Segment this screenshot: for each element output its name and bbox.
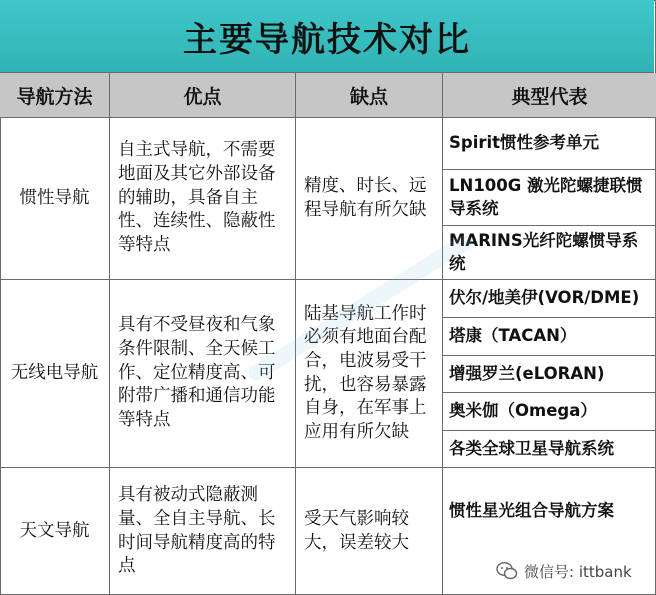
example-item: 塔康（TACAN） — [443, 318, 656, 356]
wechat-icon — [496, 561, 518, 581]
pros-text: 自主式导航，不需要地面及其它外部设备的辅助，具备自主性、连续性、隐蔽性等特点 — [118, 140, 276, 255]
example-item: 增强罗兰(eLORAN) — [443, 356, 656, 393]
cons-text: 受天气影响较大，误差较大 — [304, 508, 409, 553]
example-item: LN100G 激光陀螺捷联惯导系统 — [443, 170, 656, 226]
header-cons: 缺点 — [296, 73, 443, 118]
method-label: 惯性导航 — [19, 187, 90, 208]
pros-text: 具有不受昼夜和气象条件限制、全天候工作、定位精度高、可附带广播和通信功能等特点 — [118, 315, 276, 430]
table-title: 主要导航技术对比 — [0, 0, 654, 73]
example-item: Spirit惯性参考单元 — [443, 118, 656, 170]
table-row-cons — [296, 118, 443, 280]
wechat-watermark — [496, 556, 632, 586]
table-row-method — [0, 118, 110, 280]
header-method: 导航方法 — [0, 73, 110, 118]
table-row-method — [0, 468, 110, 595]
watermark-text: 微信号: ittbank — [524, 562, 632, 581]
method-label: 天文导航 — [19, 520, 90, 541]
header-pros: 优点 — [110, 73, 296, 118]
table-row-method — [0, 280, 110, 468]
method-label: 无线电导航 — [10, 362, 99, 383]
cons-text: 精度、时长、远程导航有所欠缺 — [304, 175, 427, 220]
example-item: 各类全球卫星导航系统 — [443, 431, 656, 468]
pros-text: 具有被动式隐蔽测量、全自主导航、长时间导航精度高的特点 — [118, 485, 276, 577]
example-item: 奥米伽（Omega） — [443, 393, 656, 431]
table-row-pros — [110, 468, 296, 595]
table-row-cons — [296, 468, 443, 595]
example-item: 伏尔/地美伊(VOR/DME) — [443, 280, 656, 318]
example-item: MARINS光纤陀螺惯导系统 — [443, 226, 656, 280]
cons-text: 陆基导航工作时必须有地面台配合，电波易受干扰，也容易暴露自身，在军事上应用有所欠缺 — [304, 303, 427, 442]
header-examples: 典型代表 — [443, 73, 656, 118]
table-row-pros — [110, 118, 296, 280]
example-item: 惯性星光组合导航方案 — [449, 500, 614, 520]
